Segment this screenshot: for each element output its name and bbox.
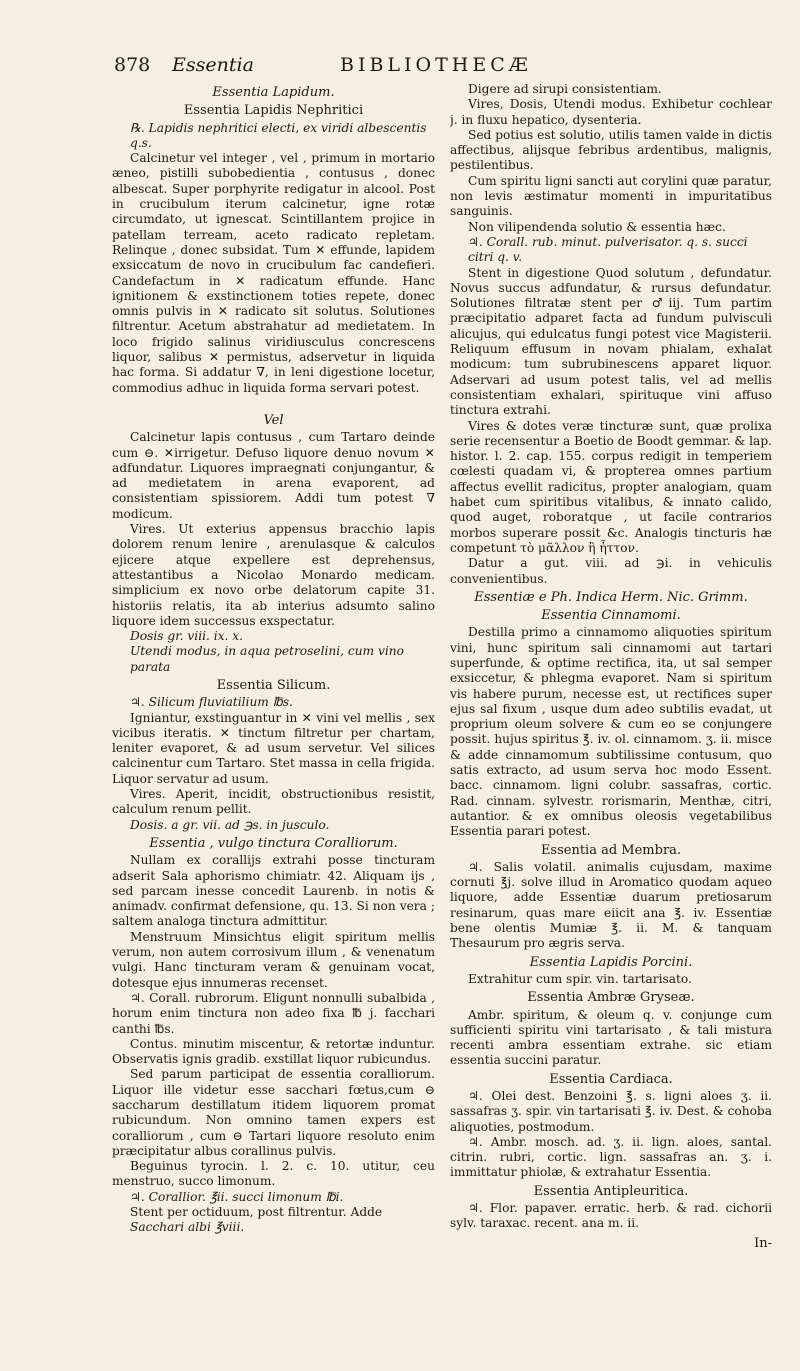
paragraph: ♃. Corall. rubrorum. Eligunt nonnulli subalbida , horum enim tinctura non adeo fixa ℔ j. facchari canthi ℔s. [112,990,435,1036]
spacer [112,396,435,410]
paragraph: Non vilipendenda solutio & essentia hæc. [468,219,726,234]
paragraph: Stent in digestione Quod solutum , defundatur. Novus succus adfundatur, & rursus defundatur. Solutiones filtratæ stent per ♂iij. Tum partim præcipitatio adparet facta ad fundum pulvisculi alicujus, qui edulcatus fungi potest vice Magisterii. Reliquum effusum in novam phialam, exhalat modicum: tum subrubinescens apparet liquor. Adservari ad usum potest talis, vel ad mellis consistentiam exhalari, spirituque vini affuso tinctura extrahi. [450,265,772,418]
paragraph: Sed potius est solutio, utilis tamen valde in dictis affectibus, alijsque febribus ardentibus, malignis, pestilentibus. [450,127,772,173]
paragraph: Cum spiritu ligni sancti aut corylini quæ paratur, non levis æstimatur momenti in impuritatibus sanguinis. [450,173,772,219]
paragraph: Stent per octiduum, post filtrentur. Adde [130,1205,383,1220]
paragraph: Ambr. spiritum, & oleum q. v. conjunge cum sufficienti spiritu vini tartarisato , & tali mistura recenti ambra essentiam extrahe. sic etiam essentia succini paratur. [450,1007,772,1068]
section-heading: Essentia Cinnamomi. [541,608,681,624]
recipe-line: Dosis. a gr. vii. ad ℈s. in jusculo. [130,817,330,832]
recipe-line: Dosis gr. viii. ix. x. [130,629,244,644]
section-heading: Essentia Lapidis Porcini. [529,954,693,970]
section-heading: Essentia Lapidum. [212,85,335,100]
section-heading: Essentia , vulgo tinctura Coralliorum. [149,835,398,851]
catchword: In- [754,1235,772,1251]
paragraph: Nullam ex corallijs extrahi posse tincturam adserit Sala aphorismo chimiatr. 42. Aliquam ijs , sed parcam inesse concedit Laurenb. in notis & animadv. confirmat defensione, qu. 13. Si non vera ; saltem analoga tinctura admittitur. [112,853,435,929]
recipe-line: ♃. Corall. rub. minut. pulverisator. q. s. succi citri q. v. [468,234,748,265]
recipe-line: Sacchari albi ℥viii. [130,1220,245,1235]
paragraph: Beguinus tyrocin. l. 2. c. 10. utitur, ceu menstruo, succo limonum. [112,1159,435,1189]
paragraph: Destilla primo a cinnamomo aliquoties spiritum vini, hunc spiritum sali cinnamomi aut tartari superfunde, & optime rectifica, ita, ut sal semper exsiccetur, & phlegma evaporet. Nam si spiritum vis habere purum, necesse est, ut rectifices super ejus sal fixum , usque dum adeo subtilis evadat, ut proprium oleum solvere & cum eo se conjungere possit. hujus spiritus ℥. iv. ol. cinnamom. ʒ. ii. misce & adde cinnamomum subtilissime contusum, quo satis extracto, ad usum serva hoc modo Essent. bacc. cinnamom. ligni colubr. sassafras, cortic. Rad. cinnam. sylvestr. rorismarin, Menthæ, citri, autantior. & ex omnibus oleosis vegetabilibus Essentia parari potest. [450,625,772,839]
paragraph: Vires, Dosis, Utendi modus. Exhibetur cochlear j. in fluxu hepatico, dysenteria. [450,97,772,127]
paragraph: ♃. Ambr. mosch. ad. ʒ. ii. lign. aloes, santal. citrin. rubri, cortic. lign. sassafras an. ʒ. i. immittatur phiolæ, & extrahatur Essentia. [450,1134,772,1180]
recipe-line: Utendi modus, in aqua petroselini, cum vino parata [130,644,404,674]
paragraph: ♃. Olei dest. Benzoini ℥. s. ligni aloes ʒ. ii. sassafras ʒ. spir. vin tartarisati ℥. iv. Dest. & cohoba aliquoties, postmodum. [450,1089,772,1134]
paragraph: Calcinetur vel integer , vel , primum in mortario æneo, pistilli subobedientia , contusus , donec albescat. Super porphyrite redigatur in alcool. Post in crucibulum iterum calcinetur, igne rotæ circumdato, ut ignescat. Scintillantem projice in patellam terream, aceto radicato repletam. Relinque , donec subsidat. Tum ✕ effunde, lapidem exsiccatum de novo in crucibulum fac candefieri. Candefactum in ✕ radicatum effunde. Hanc ignitionem & exstinctionem toties repete, donec omnis pulvis in ✕ radicato sit solutus. Solutiones filtrentur. Acetum abstrahatur ad medietatem. In loco frigido salinus viridiusculus concrescens liquor, salibus ✕ permistus, adservetur in liquida hac forma. Si addatur ∇, in leni digestione locetur, commodius adhuc in liquida forma servari potest. [112,151,435,395]
paragraph: Digere ad sirupi consistentiam. [468,82,662,96]
paragraph: Extrahitur cum spir. vin. tartarisato. [468,971,692,986]
section-heading: Essentia Lapidis Nephritici [183,103,364,119]
paragraph: Datur a gut. viii. ad ℈i. in vehiculis convenientibus. [450,556,772,586]
left-column [112,82,435,1252]
paragraph: Vires. Aperit, incidit, obstructionibus resistit, calculum renum pellit. [112,787,435,817]
section-heading: Essentia Antipleuritica. [533,1183,689,1199]
section-heading: Vel [263,412,284,428]
paragraph: Menstruum Minsichtus eligit spiritum mellis verum, non autem corrosivum illum , & venenatum vulgi. Hanc tincturam veram & genuinam vocat, dotesque ejus innumeras recenset. [112,929,435,990]
paragraph: ♃. Salis volatil. animalis cujusdam, maxime cornuti ℥j. solve illud in Aromatico quodam aqueo liquore, adde Essentiæ duarum pretiosarum resinarum, quas mare eiicit ana ℥. iv. Essentiæ bene olentis Mumiæ ℥. ii. M. & tanquam Thesaurum pro ægris serva. [450,859,772,951]
page-number: 878 [114,54,151,76]
paragraph: Contus. minutim miscentur, & retortæ induntur. Observatis ignis gradib. exstillat liquor rubicundus. [112,1036,435,1067]
section-heading: Essentia Ambræ Gryseæ. [527,990,695,1006]
running-header [114,54,774,78]
section-heading: Essentia ad Membra. [540,842,682,858]
running-word: Essentia [172,54,254,76]
recipe-line: ℞. Lapidis nephritici electi, ex viridi albescentis q.s. [130,120,427,150]
paragraph: Calcinetur lapis contusus , cum Tartaro deinde cum ⊖. ✕irrigetur. Defuso liquore denuo novum ✕ adfundatur. Liquores impraegnati conjungantur, & ad medietatem in arena evaporent, ad consistentiam spissiorem. Addi tum potest ∇ modicum. [112,430,435,521]
paragraph: Vires. Ut exterius appensus bracchio lapis dolorem renum lenire , arenulasque & calculos ejicere atque expellere est deprehensus, attestantibus a Nicolao Monardo medicam. simplicium ex novo orbe delatorum capite 31. historiis relatis, ita ab interius adsumto salino liquore idem successus exspectatur. [112,522,435,628]
paragraph: Igniantur, exstinguantur in ✕ vini vel mellis , sex vicibus iteratis. ✕ tinctum filtretur per chartam, leniter evaporet, & ad usum servetur. Vel silices calcinentur cum Tartaro. Stet massa in cella frigida. Liquor servatur ad usum. [112,710,435,786]
paragraph: ♃. Flor. papaver. erratic. herb. & rad. cichorii sylv. taraxac. recent. ana m. ii. [450,1201,772,1231]
recipe-line: ♃. Corallior. ℥ii. succi limonum ℔i. [130,1189,344,1204]
paragraph: Sed parum participat de essentia coralliorum. Liquor ille videtur esse sacchari fœtus,cum ⊖ saccharum destillatum itidem liquorem promat rubicundum. Non omnino tamen expers est coralliorum , cum ⊖ Tartari liquore resoluto enim præcipitatur albus corallinus pulvis. [112,1067,435,1158]
recipe-line: ♃. Silicum fluviatilium ℔s. [130,695,293,710]
section-heading: Essentia Silicum. [216,677,331,693]
right-column [450,82,772,1282]
section-heading: Essentia Cardiaca. [549,1071,673,1087]
section-heading: Essentiæ e Ph. Indica Herm. Nic. Grimm. [474,589,748,605]
paragraph: Vires & dotes veræ tincturæ sunt, quæ prolixa serie recensentur a Boetio de Boodt gemmar. & lap. histor. l. 2. cap. 155. corpus redigit in temperiem cœlesti quadam vi, & propterea omnes partium affectus evellit radicitus, propter analogiam, quam habet cum spiritibus vitalibus, & innato calido, quod auget, roboratque , ut facile contrarios morbos superare possit &c. Analogis tincturis hæ competunt τὸ μᾶλλον ἢ ἧττον. [450,418,772,555]
running-title: BIBLIOTHECÆ [340,54,532,76]
